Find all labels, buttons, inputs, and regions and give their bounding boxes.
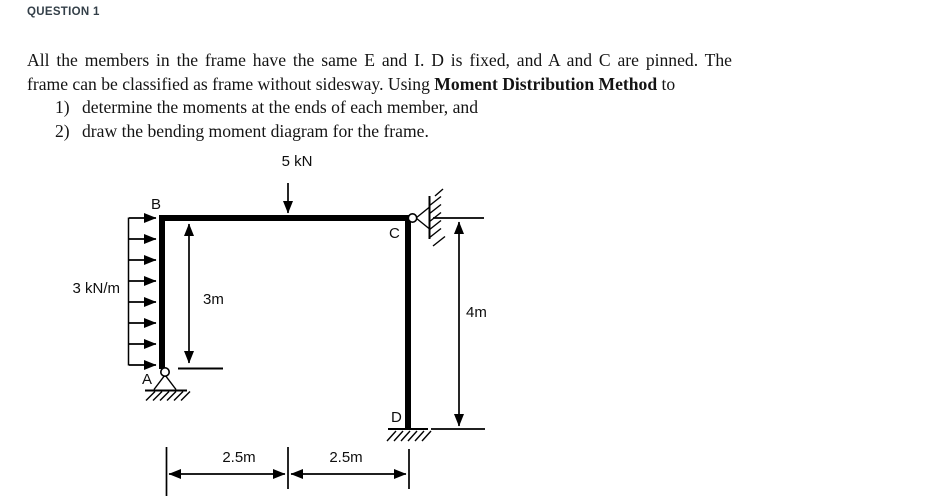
problem-line-1-text: All the members in the frame have the same E and I. D is fixed, and A and C are pinned. The — [27, 50, 732, 70]
item-2-marker: 2) — [55, 121, 70, 142]
problem-statement — [27, 49, 747, 144]
node-label-c: C — [389, 225, 400, 242]
node-label-a: A — [142, 371, 153, 388]
problem-line-1 — [27, 49, 732, 73]
dimension-span-right-label: 2.5m — [329, 449, 363, 466]
problem-item-2 — [27, 120, 747, 144]
frame-drawing — [0, 145, 933, 500]
dimension-4m-label: 4m — [466, 304, 487, 321]
item-1-text: determine the moments at the ends of each member, and — [82, 97, 478, 118]
problem-line-2-pre: frame can be classified as frame without sidesway. Using — [27, 73, 435, 94]
item-1-marker: 1) — [55, 97, 70, 118]
dimension-3m-label: 3m — [203, 291, 224, 308]
question-header: QUESTION 1 — [27, 6, 100, 18]
dimension-4m — [431, 218, 485, 429]
point-load-label: 5 kN — [281, 153, 313, 170]
frame-members — [162, 218, 408, 428]
node-label-d: D — [391, 409, 402, 426]
problem-line-2-post: to — [657, 73, 676, 94]
fixed-support-d — [387, 429, 431, 441]
problem-line-2-bold: Moment Distribution Method — [434, 73, 658, 94]
problem-line-2 — [27, 73, 747, 97]
distributed-load-arrows — [129, 218, 157, 366]
distributed-load-label: 3 kN/m — [72, 280, 120, 297]
problem-item-1 — [27, 96, 747, 120]
dimension-span-left-label: 2.5m — [222, 449, 256, 466]
item-2-text: draw the bending moment diagram for the frame. — [82, 121, 429, 142]
node-label-b: B — [151, 196, 162, 213]
frame-diagram — [0, 145, 933, 500]
